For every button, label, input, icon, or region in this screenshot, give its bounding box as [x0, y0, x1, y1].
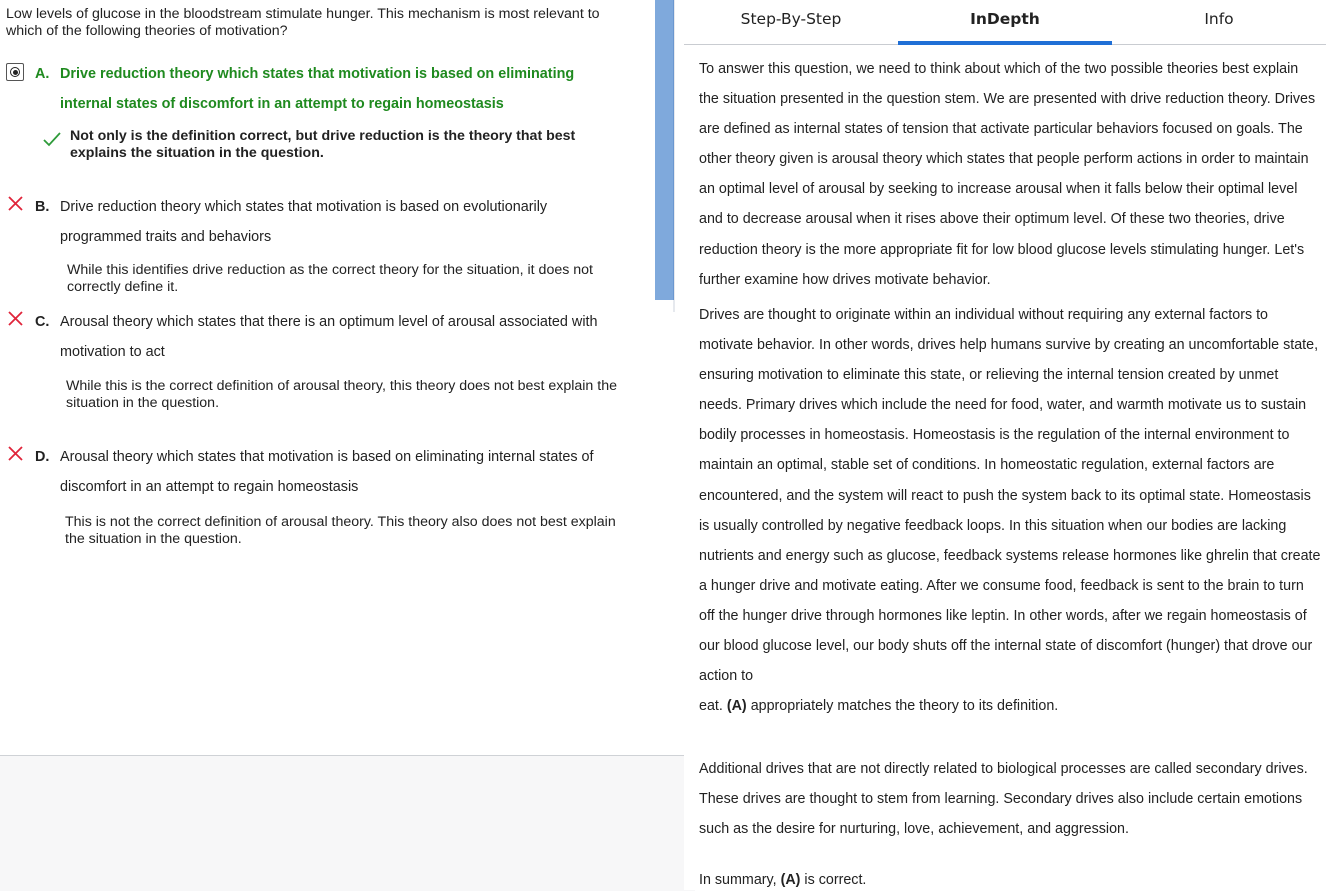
scrollbar-thumb[interactable]	[655, 0, 674, 300]
paragraph-text: In summary,	[699, 872, 777, 888]
answer-text: Drive reduction theory which states that motivation is based on evolutionarily programmed traits and behaviors	[60, 199, 548, 245]
answer-reference: (A)	[726, 698, 747, 715]
question-pane	[0, 0, 655, 755]
explanation-paragraph: To answer this question, we need to think about which of the two possible theories best explain the situation presented in the question stem. We are presented with drive reduction theory. Drives are defined as internal states of tension that activate particular behaviors focused on goals. The other theory given is arousal theory which states that people perform actions in order to maintain an optimal level of arousal by seeking to increase arousal when it falls below their optimal level and to decrease arousal when it rises above their optimum level. Of these two theories, drive reduction theory is the more appropriate fit for low blood glucose levels stimulating hunger. Let's further examine how drives motivate behavior.	[699, 61, 1316, 288]
radio-selected-icon[interactable]	[6, 63, 26, 83]
answer-text: Drive reduction theory which states that motivation is based on eliminating internal states of discomfort in an attempt to regain homeostasis	[60, 66, 575, 112]
paragraph-text: appropriately matches the theory to its definition.	[750, 698, 1059, 715]
paragraph-text: is correct.	[804, 872, 867, 888]
answer-reference: (A)	[780, 872, 801, 888]
answer-letter: B.	[35, 199, 50, 215]
paragraph-text: eat.	[699, 698, 723, 715]
answer-letter: D.	[35, 449, 50, 465]
x-icon	[6, 194, 26, 214]
answer-text: Arousal theory which states that there is an optimum level of arousal associated with motivation to act	[60, 314, 598, 360]
tab-bar	[684, 0, 1326, 45]
answer-letter: C.	[35, 314, 50, 330]
tab-indepth[interactable]: InDepth	[898, 0, 1112, 44]
answer-explanation: This is not the correct definition of arousal theory. This theory also does not best explain the situation in the question.	[65, 514, 616, 547]
x-icon	[6, 309, 26, 329]
answer-explanation: While this identifies drive reduction as the correct theory for the situation, it does not correctly define it.	[67, 262, 593, 295]
question-stem: Low levels of glucose in the bloodstream stimulate hunger. This mechanism is most relevant to which of the following theories of motivation?	[6, 6, 600, 39]
answer-letter: A.	[35, 66, 50, 82]
x-icon	[6, 444, 26, 464]
paragraph-text: Drives are thought to originate within an individual without requiring any external factors to motivate behavior. In other words, drives help humans survive by creating an uncomfortable state, ensuring motivation to eliminate this state, or relieving the internal tension created by unmet needs. Primary drives which include the need for food, water, and warmth motivate us to sustain bodily processes in homeostasis. Homeostasis is the regulation of the internal environment to maintain an optimal, stable set of conditions. In homeostatic regulation, external factors are encountered, and the system will react to push the system back to its optimal state. Homeostasis is usually controlled by negative feedback loops. In this situation when our bodies are lacking nutrients and energy such as glucose, feedback systems release hormones like ghrelin that create a hunger drive and motivate eating. After we consume food, feedback is sent to the brain to turn off the hunger drive through hormones like leptin. In other words, after we regain homeostasis of our blood glucose level, our body shuts off the internal state of discomfort (hunger) that drove our action to	[699, 307, 1321, 685]
tab-step-by-step[interactable]: Step-By-Step	[740, 10, 842, 28]
check-icon	[42, 130, 62, 148]
answer-explanation: While this is the correct definition of arousal theory, this theory does not best explain the situation in the question.	[66, 378, 617, 411]
scrollbar[interactable]	[655, 0, 675, 300]
answer-explanation: Not only is the definition correct, but drive reduction is the theory that best explains the situation in the question.	[70, 128, 576, 161]
summary-line	[699, 865, 1321, 895]
lower-panel	[0, 755, 695, 891]
explanation-paragraph	[699, 300, 1321, 721]
answer-text: Arousal theory which states that motivation is based on eliminating internal states of discomfort in an attempt to regain homeostasis	[60, 449, 594, 495]
tab-info[interactable]: Info	[1204, 10, 1234, 28]
explanation-paragraph: Additional drives that are not directly related to biological processes are called secondary drives. These drives are thought to stem from learning. Secondary drives also include certain emotions such as the desire for nurturing, love, achievement, and aggression.	[699, 761, 1308, 838]
explanation-pane	[684, 0, 1326, 890]
